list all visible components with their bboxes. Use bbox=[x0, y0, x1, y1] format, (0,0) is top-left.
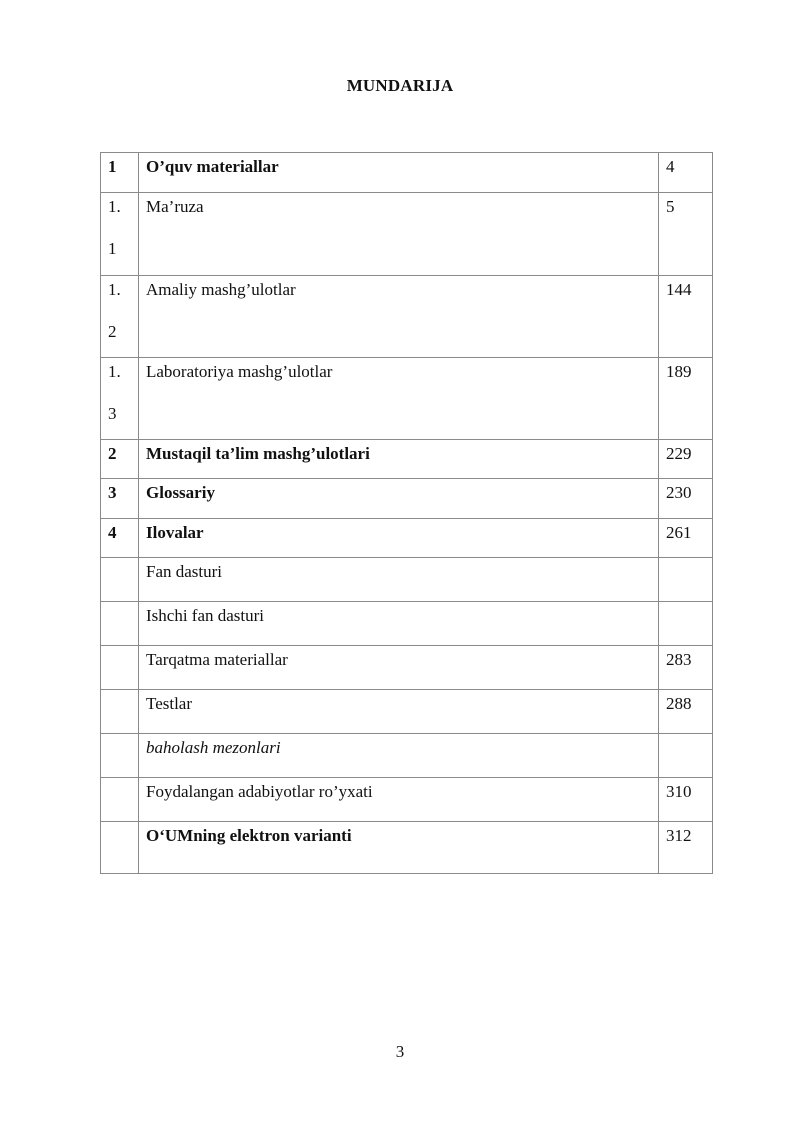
toc-section-title: Ma’ruza bbox=[139, 193, 659, 276]
toc-page-number bbox=[659, 602, 713, 646]
toc-section-number: 3 bbox=[101, 479, 139, 519]
toc-section-title: O’quv materiallar bbox=[139, 153, 659, 193]
toc-page-number: 4 bbox=[659, 153, 713, 193]
toc-section-title: Fan dasturi bbox=[139, 558, 659, 602]
toc-row bbox=[101, 690, 713, 734]
toc-row bbox=[101, 778, 713, 822]
toc-section-title: Foydalangan adabiyotlar ro’yxati bbox=[139, 778, 659, 822]
toc-section-number bbox=[101, 690, 139, 734]
toc-number-part: 1. bbox=[108, 280, 121, 299]
toc-section-number bbox=[101, 193, 139, 276]
toc-row bbox=[101, 558, 713, 602]
toc-section-title: Glossariy bbox=[139, 479, 659, 519]
toc-section-title: Tarqatma materiallar bbox=[139, 646, 659, 690]
toc-page-number bbox=[659, 734, 713, 778]
toc-row bbox=[101, 193, 713, 276]
page-number: 3 bbox=[395, 1042, 405, 1061]
toc-section-number: 4 bbox=[101, 519, 139, 558]
toc-section-title: Mustaqil ta’lim mashg’ulotlari bbox=[139, 440, 659, 479]
toc-section-title: O‘UMning elektron varianti bbox=[139, 822, 659, 874]
toc-page-number: 144 bbox=[659, 276, 713, 358]
toc-section-title: Laboratoriya mashg’ulotlar bbox=[139, 358, 659, 440]
toc-section-title: Ilovalar bbox=[139, 519, 659, 558]
toc-page-number: 189 bbox=[659, 358, 713, 440]
toc-page-number: 312 bbox=[659, 822, 713, 874]
toc-number-part: 1 bbox=[108, 239, 117, 258]
toc-page-number: 310 bbox=[659, 778, 713, 822]
toc-page-number: 230 bbox=[659, 479, 713, 519]
toc-section-title: Amaliy mashg’ulotlar bbox=[139, 276, 659, 358]
toc-row bbox=[101, 276, 713, 358]
toc-number-part: 1. bbox=[108, 362, 121, 381]
toc-row bbox=[101, 646, 713, 690]
toc-section-number: 1 bbox=[101, 153, 139, 193]
toc-section-title: baholash mezonlari bbox=[139, 734, 659, 778]
page-title: MUNDARIJA bbox=[346, 76, 454, 95]
toc-section-number bbox=[101, 778, 139, 822]
toc-row bbox=[101, 358, 713, 440]
toc-page-number: 5 bbox=[659, 193, 713, 276]
toc-number-part: 1. bbox=[108, 197, 121, 216]
toc-number-part: 2 bbox=[108, 322, 117, 341]
toc-section-number bbox=[101, 734, 139, 778]
toc-section-number: 2 bbox=[101, 440, 139, 479]
toc-section-number bbox=[101, 276, 139, 358]
table-of-contents bbox=[100, 152, 713, 874]
toc-page-number: 288 bbox=[659, 690, 713, 734]
toc-section-number bbox=[101, 646, 139, 690]
toc-page-number bbox=[659, 558, 713, 602]
toc-page-number: 283 bbox=[659, 646, 713, 690]
toc-row bbox=[101, 822, 713, 874]
toc-row bbox=[101, 734, 713, 778]
toc-section-number bbox=[101, 822, 139, 874]
toc-section-number bbox=[101, 602, 139, 646]
toc-page-number: 229 bbox=[659, 440, 713, 479]
toc-section-title: Ishchi fan dasturi bbox=[139, 602, 659, 646]
toc-section-number bbox=[101, 358, 139, 440]
toc-page-number: 261 bbox=[659, 519, 713, 558]
toc-row bbox=[101, 153, 713, 193]
toc-section-number bbox=[101, 558, 139, 602]
toc-number-part: 3 bbox=[108, 404, 117, 423]
toc-row bbox=[101, 479, 713, 519]
toc-row bbox=[101, 602, 713, 646]
toc-row bbox=[101, 440, 713, 479]
toc-row bbox=[101, 519, 713, 558]
toc-section-title: Testlar bbox=[139, 690, 659, 734]
